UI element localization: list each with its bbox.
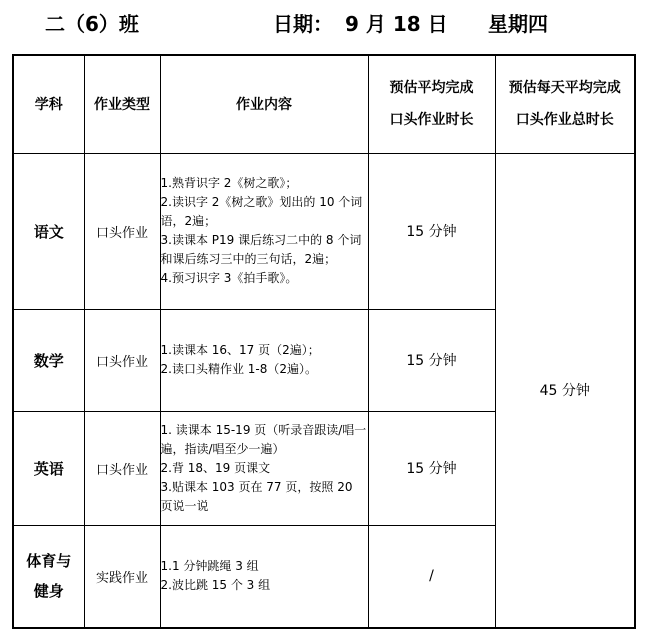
header-avg-time-line2: 口头作业时长 bbox=[389, 112, 474, 129]
content-line: 4.预习识字 3《拍手歌》。 bbox=[160, 271, 298, 285]
subject-line: 健身 bbox=[33, 582, 64, 601]
subject-cell bbox=[13, 525, 84, 628]
type-cell: 口头作业 bbox=[84, 411, 160, 525]
total-time-cell: 45 分钟 bbox=[495, 153, 635, 628]
header-avg-time bbox=[368, 55, 495, 153]
class-name: 二（6）班 bbox=[45, 12, 139, 36]
content-cell bbox=[160, 525, 368, 628]
content-line: 2.背 18、19 页课文 bbox=[160, 460, 271, 475]
content-line: 1. 读课本 15-19 页（听录音跟读/唱一遍，指读/唱至少一遍） bbox=[160, 422, 367, 456]
page-header bbox=[0, 8, 650, 38]
time-cell: 15 分钟 bbox=[368, 309, 495, 411]
header-type: 作业类型 bbox=[84, 55, 160, 153]
homework-table bbox=[12, 54, 636, 629]
type-cell: 口头作业 bbox=[84, 153, 160, 309]
content-line: 1.熟背识字 2《树之歌》； bbox=[160, 176, 298, 190]
header-avg-time-line1: 预估平均完成 bbox=[389, 80, 474, 97]
content-cell bbox=[160, 309, 368, 411]
subject-cell: 数学 bbox=[13, 309, 84, 411]
content-line: 3.贴课本 103 页在 77 页，按照 20 页说一说 bbox=[160, 479, 353, 513]
content-line: 1.1 分钟跳绳 3 组 bbox=[160, 559, 259, 574]
header-subject: 学科 bbox=[13, 55, 84, 153]
weekday: 星期四 bbox=[488, 12, 548, 36]
subject-cell: 语文 bbox=[13, 153, 84, 309]
time-cell: 15 分钟 bbox=[368, 411, 495, 525]
content-line: 2.读口头精作业 1-8（2遍）。 bbox=[160, 362, 317, 376]
content-line: 2.波比跳 15 个 3 组 bbox=[160, 578, 271, 593]
content-line: 3.读课本 P19 课后练习二中的 8 个词和课后练习三中的三句话，2遍； bbox=[160, 233, 362, 266]
content-line: 1.读课本 16、17 页（2遍）； bbox=[160, 343, 320, 357]
subject-line: 体育与 bbox=[26, 552, 72, 571]
header-row bbox=[13, 55, 635, 153]
type-cell: 实践作业 bbox=[84, 525, 160, 628]
header-total-time bbox=[495, 55, 635, 153]
subject-cell: 英语 bbox=[13, 411, 84, 525]
header-content: 作业内容 bbox=[160, 55, 368, 153]
content-cell bbox=[160, 153, 368, 309]
date-value: 9 月 18 日 bbox=[345, 12, 448, 36]
content-line: 2.读识字 2《树之歌》划出的 10 个词语，2遍； bbox=[160, 195, 363, 228]
header-total-time-line2: 口头作业总时长 bbox=[515, 112, 614, 129]
header-total-time-line1: 预估每天平均完成 bbox=[508, 80, 621, 97]
type-cell: 口头作业 bbox=[84, 309, 160, 411]
time-cell: 15 分钟 bbox=[368, 153, 495, 309]
table-row bbox=[13, 153, 635, 309]
time-cell: / bbox=[368, 525, 495, 628]
date-label: 日期： bbox=[273, 12, 333, 36]
content-cell bbox=[160, 411, 368, 525]
